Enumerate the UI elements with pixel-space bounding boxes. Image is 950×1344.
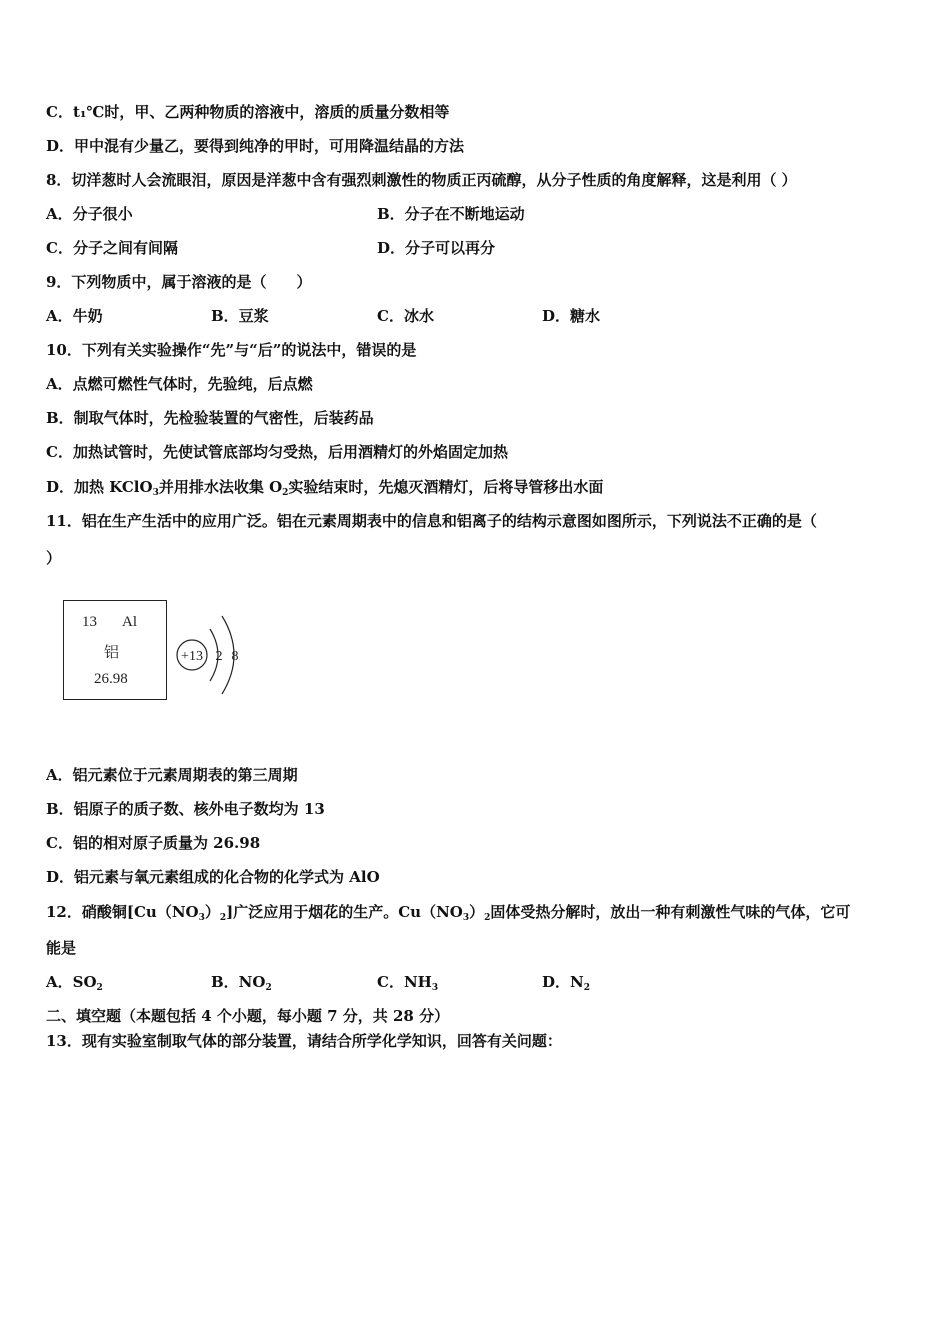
q12b-text: B．NO <box>211 973 266 991</box>
q12-sub-1: 3 <box>198 913 205 923</box>
q11-stem-line2: ） <box>46 549 62 567</box>
q9-stem: 9．下列物质中，属于溶液的是（ ） <box>46 273 312 291</box>
nucleus-charge: +13 <box>181 649 203 664</box>
q12-option-a <box>46 972 103 992</box>
q12-sub-2: 2 <box>219 913 227 923</box>
q11-option-a: A．铝元素位于元素周期表的第三周期 <box>46 766 298 784</box>
q8-option-a: A．分子很小 <box>46 205 133 223</box>
q12-option-d <box>542 972 590 992</box>
q8-option-d: D．分子可以再分 <box>377 239 496 257</box>
q10-option-d <box>46 477 603 497</box>
q10-option-c: C．加热试管时，先使试管底部均匀受热，后用酒精灯的外焰固定加热 <box>46 443 508 461</box>
element-name: 铝 <box>104 645 120 661</box>
q12d-sub: 2 <box>583 983 590 993</box>
q9-option-b: B．豆浆 <box>211 307 269 325</box>
q12a-sub: 2 <box>96 983 103 993</box>
q10-option-b: B．制取气体时，先检验装置的气密性，后装药品 <box>46 409 374 427</box>
q12-sub-3: 3 <box>462 913 470 923</box>
element-card-aluminum <box>63 600 167 700</box>
q10d-sub-1: 3 <box>152 488 159 498</box>
q12-sub-4: 2 <box>484 913 491 923</box>
q9-option-a: A．牛奶 <box>46 307 103 325</box>
element-symbol: Al <box>122 614 137 630</box>
q12-text-5: 固体受热分解时，放出一种有刺激性气味的气体，它可 <box>490 903 851 921</box>
q8-option-b: B．分子在不断地运动 <box>377 205 525 223</box>
q12-option-c <box>377 972 438 992</box>
q7-option-d: D．甲中混有少量乙，要得到纯净的甲时，可用降温结晶的方法 <box>46 137 465 155</box>
q10d-text-2: 并用排水法收集 O <box>158 478 283 496</box>
q10d-text-3: 实验结束时，先熄灭酒精灯，后将导管移出水面 <box>288 478 604 496</box>
q12-text-2: ） <box>204 903 220 921</box>
q12-stem-line1 <box>46 902 850 922</box>
shell-2-electrons: 8 <box>231 649 239 664</box>
q7-option-c: C．t₁℃时，甲、乙两种物质的溶液中，溶质的质量分数相等 <box>46 103 450 121</box>
q12-option-b <box>211 972 272 992</box>
q12-text-3: ]广泛应用于烟花的生产。Cu（NO <box>226 903 463 921</box>
q12-text-1: 12．硝酸铜[Cu（NO <box>46 903 199 921</box>
q10-stem: 10．下列有关实验操作“先”与“后”的说法中，错误的是 <box>46 341 417 359</box>
q12b-sub: 2 <box>265 983 272 993</box>
q11-option-c: C．铝的相对原子质量为 26.98 <box>46 834 261 852</box>
q11-stem-line1: 11．铝在生产生活中的应用广泛。铝在元素周期表中的信息和铝离子的结构示意图如图所示，下列说法不正确的是（ <box>46 512 817 530</box>
q12d-text: D．N <box>542 973 584 991</box>
q11-option-d: D．铝元素与氧元素组成的化合物的化学式为 AlO <box>46 868 380 886</box>
q12-stem-line2: 能是 <box>46 939 77 957</box>
shell-1-electrons: 2 <box>215 649 223 664</box>
section-2-heading: 二、填空题（本题包括 4 个小题，每小题 7 分，共 28 分） <box>46 1007 450 1025</box>
q12c-sub: 3 <box>431 983 439 993</box>
q11-option-b: B．铝原子的质子数、核外电子数均为 13 <box>46 800 325 818</box>
atomic-number: 13 <box>82 614 97 630</box>
q10d-sub-2: 2 <box>282 488 289 498</box>
q10-option-a: A．点燃可燃性气体时，先验纯，后点燃 <box>46 375 313 393</box>
q12c-text: C．NH <box>377 973 432 991</box>
q8-option-c: C．分子之间有间隔 <box>46 239 178 257</box>
q12a-text: A．SO <box>46 973 97 991</box>
aluminum-ion-structure-diagram <box>172 608 252 698</box>
q8-stem: 8．切洋葱时人会流眼泪，原因是洋葱中含有强烈刺激性的物质正丙硫醇，从分子性质的角度解释，这是利用（ ） <box>46 171 797 189</box>
q9-option-c: C．冰水 <box>377 307 434 325</box>
q12-text-4: ） <box>469 903 485 921</box>
q10d-text-1: D．加热 KClO <box>46 478 153 496</box>
atomic-mass: 26.98 <box>94 671 128 687</box>
q13-stem: 13．现有实验室制取气体的部分装置，请结合所学化学知识，回答有关问题： <box>46 1032 562 1050</box>
q9-option-d: D．糖水 <box>542 307 601 325</box>
